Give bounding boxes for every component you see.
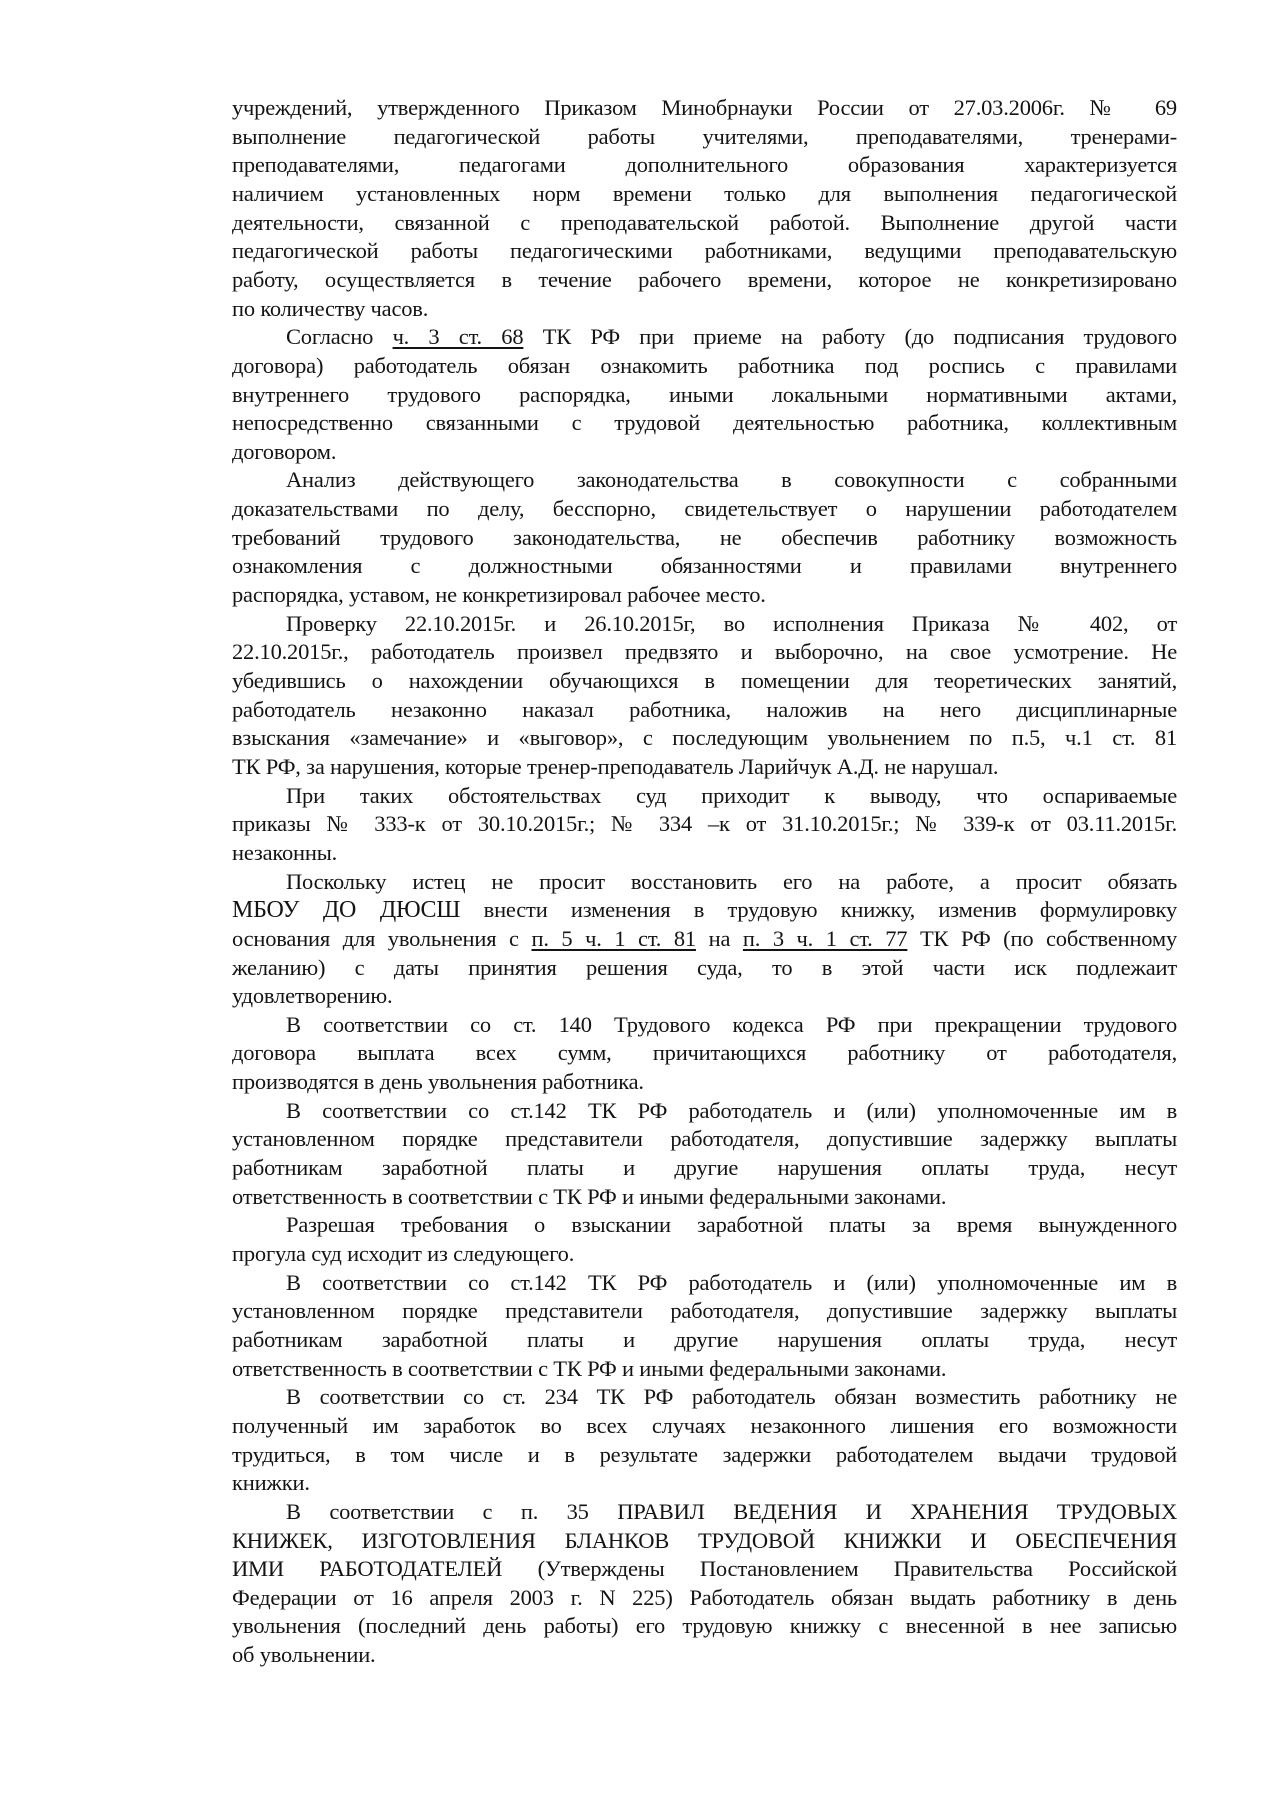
text-line: [232, 266, 1177, 294]
text-line: [232, 868, 1177, 896]
text-line: [232, 1125, 1177, 1153]
text-line: [232, 438, 1177, 466]
text-line: [232, 1326, 1177, 1354]
text-line: [232, 1584, 1177, 1612]
text-line: [232, 409, 1177, 437]
text-line: [232, 1355, 1177, 1383]
text-line: [232, 1297, 1177, 1325]
text-run: прогула суд исходит из следующего.: [232, 1241, 575, 1266]
text-run: незаконны.: [232, 839, 338, 865]
text-run: распорядка, уставом, не конкретизировал рабочее место.: [232, 582, 766, 607]
text-run: непосредственно связанными с трудовой деятельностью работника, коллективным: [232, 410, 1177, 436]
text-line: [232, 237, 1177, 265]
text-run: основания для увольнения с: [232, 925, 532, 951]
text-run: В соответствии со ст. 234 ТК РФ работодатель обязан возместить работнику не: [286, 1384, 1177, 1410]
text-line: [232, 1555, 1177, 1583]
text-run: взыскания «замечание» и «выговор», с последующим увольнением по п.5, ч.1 ст. 81: [232, 725, 1177, 751]
text-run: выполнение педагогической работы учителями, преподавателями, тренерами-: [232, 123, 1177, 149]
text-run: работу, осуществляется в течение рабочего времени, которое не конкретизировано: [232, 266, 1177, 292]
text-run: При таких обстоятельствах суд приходит к выводу, что оспариваемые: [286, 782, 1177, 808]
text-line: [232, 1612, 1177, 1640]
text-line: [232, 1498, 1177, 1526]
text-run: удовлетворению.: [232, 983, 393, 1009]
text-line: [232, 1641, 1177, 1669]
text-run: ознакомления с должностными обязанностями и правилами внутреннего: [232, 553, 1177, 579]
text-run: внести изменения в трудовую книжку, изменив формулировку: [460, 897, 1177, 923]
text-run: работодатель незаконно наказал работника, наложив на него дисциплинарные: [232, 696, 1177, 722]
text-line: [232, 495, 1177, 523]
text-line: [232, 581, 1177, 609]
text-run: ТК РФ, за нарушения, которые тренер-преподаватель Ларийчук А.Д. не нарушал.: [232, 753, 999, 779]
text-run: на: [695, 925, 743, 951]
text-line: [232, 782, 1177, 810]
text-line: [232, 724, 1177, 752]
text-line: [232, 638, 1177, 666]
text-line: [232, 151, 1177, 179]
text-line: [232, 1183, 1177, 1211]
text-line: [232, 123, 1177, 151]
text-run: внутреннего трудового распорядка, иными локальными нормативными актами,: [232, 381, 1177, 407]
text-line: [232, 896, 1177, 924]
text-run: Федерации от 16 апреля 2003 г. N 225) Работодатель обязан выдать работнику в день: [232, 1584, 1177, 1610]
text-run: Проверку 22.10.2015г. и 26.10.2015г, во исполнения Приказа № 402, от: [286, 610, 1177, 636]
text-run: приказы № 333-к от 30.10.2015г.; № 334 –к от 31.10.2015г.; № 339-к от 03.11.2015г.: [232, 811, 1177, 837]
text-line: [232, 1211, 1177, 1239]
text-run: ТК РФ при приеме на работу (до подписания трудового: [523, 324, 1177, 350]
text-run: установленном порядке представители работодателя, допустившие задержку выплаты: [232, 1126, 1177, 1152]
text-run: ответственность в соответствии с ТК РФ и иными федеральными законами.: [232, 1183, 947, 1209]
text-run: ИМИ РАБОТОДАТЕЛЕЙ (Утверждены Постановлением Правительства Российской: [232, 1556, 1177, 1582]
text-line: [232, 696, 1177, 724]
text-run: требований трудового законодательства, не обеспечив работнику возможность: [232, 524, 1177, 550]
text-run: 22.10.2015г., работодатель произвел предвзято и выборочно, на свое усмотрение. Не: [232, 639, 1177, 665]
text-line: [232, 810, 1177, 838]
text-line: [232, 954, 1177, 982]
text-line: [232, 180, 1177, 208]
text-line: [232, 753, 1177, 781]
text-run: производятся в день увольнения работника.: [232, 1069, 644, 1095]
text-run: трудиться, в том числе и в результате задержки работодателем выдачи трудовой: [232, 1441, 1177, 1467]
text-line: [232, 552, 1177, 580]
text-line: [232, 1154, 1177, 1182]
text-run: Анализ действующего законодательства в совокупности с собранными: [286, 467, 1177, 493]
text-run: В соответствии со ст.142 ТК РФ работодатель и (или) уполномоченные им в: [286, 1269, 1177, 1295]
text-run: наличием установленных норм времени только для выполнения педагогической: [232, 180, 1177, 206]
text-run: КНИЖЕК, ИЗГОТОВЛЕНИЯ БЛАНКОВ ТРУДОВОЙ КНИЖКИ И ОБЕСПЕЧЕНИЯ: [232, 1527, 1177, 1553]
text-run: Согласно: [286, 324, 393, 350]
text-line: [232, 209, 1177, 237]
text-line: [232, 295, 1177, 323]
text-run: установленном порядке представители работодателя, допустившие задержку выплаты: [232, 1298, 1177, 1324]
text-line: [232, 352, 1177, 380]
text-run: ответственность в соответствии с ТК РФ и иными федеральными законами.: [232, 1355, 947, 1381]
text-run: педагогической работы педагогическими работниками, ведущими преподавательскую: [232, 238, 1177, 264]
text-line: [232, 381, 1177, 409]
text-line: [232, 1011, 1177, 1039]
law-reference: п. 5 ч. 1 ст. 81: [531, 925, 696, 951]
text-line: [232, 1269, 1177, 1297]
text-line: [232, 1383, 1177, 1411]
text-run: Поскольку истец не просит восстановить его на работе, а просит обязать: [286, 868, 1177, 894]
text-run: полученный им заработок во всех случаях незаконного лишения его возможности: [232, 1412, 1177, 1438]
text-line: [232, 1412, 1177, 1440]
text-run: В соответствии с п. 35 ПРАВИЛ ВЕДЕНИЯ И ХРАНЕНИЯ ТРУДОВЫХ: [286, 1498, 1177, 1524]
text-line: [232, 610, 1177, 638]
text-run: преподавателями, педагогами дополнительного образования характеризуется: [232, 152, 1177, 178]
text-run: ТК РФ (по собственному: [907, 925, 1177, 951]
text-line: [232, 94, 1177, 122]
text-run: договора) работодатель обязан ознакомить работника под роспись с правилами: [232, 352, 1177, 378]
text-run: Разрешая требования о взыскании заработной платы за время вынужденного: [286, 1212, 1177, 1238]
law-reference: ч. 3 ст. 68: [392, 324, 524, 350]
law-reference: п. 3 ч. 1 ст. 77: [742, 925, 908, 951]
text-run: учреждений, утвержденного Приказом Минобрнауки России от 27.03.2006г. № 69: [232, 95, 1177, 120]
text-line: [232, 667, 1177, 695]
text-run: книжки.: [232, 1470, 310, 1496]
text-run: увольнения (последний день работы) его трудовую книжку с внесенной в нее записью: [232, 1613, 1177, 1639]
text-run: убедившись о нахождении обучающихся в помещении для теоретических занятий,: [232, 668, 1177, 693]
text-run: договором.: [232, 438, 337, 464]
text-run: доказательствами по делу, бесспорно, свидетельствует о нарушении работодателем: [232, 496, 1177, 522]
text-run: В соответствии со ст.142 ТК РФ работодатель и (или) уполномоченные им в: [286, 1097, 1177, 1123]
text-line: [232, 1527, 1177, 1555]
text-line: [232, 839, 1177, 867]
text-line: [232, 466, 1177, 494]
text-run: работникам заработной платы и другие нарушения оплаты труда, несут: [232, 1155, 1177, 1180]
text-line: [232, 1068, 1177, 1096]
text-run: об увольнении.: [232, 1642, 376, 1668]
organization-name: МБОУ ДО ДЮСШ: [232, 897, 461, 924]
text-line: [232, 1039, 1177, 1067]
text-run: работникам заработной платы и другие нарушения оплаты труда, несут: [232, 1327, 1177, 1352]
text-line: [232, 1097, 1177, 1125]
text-run: по количеству часов.: [232, 295, 429, 321]
text-run: договора выплата всех сумм, причитающихся работнику от работодателя,: [232, 1040, 1177, 1066]
text-line: [232, 1441, 1177, 1469]
text-run: В соответствии со ст. 140 Трудового кодекса РФ при прекращении трудового: [286, 1011, 1177, 1037]
text-line: [232, 1240, 1177, 1268]
text-line: [232, 1469, 1177, 1497]
text-line: [232, 925, 1177, 953]
text-run: желанию) с даты принятия решения суда, то в этой части иск подлежаит: [232, 954, 1177, 980]
text-run: деятельности, связанной с преподавательской работой. Выполнение другой части: [232, 209, 1177, 235]
text-line: [232, 982, 1177, 1010]
text-line: [232, 323, 1177, 351]
text-line: [232, 524, 1177, 552]
